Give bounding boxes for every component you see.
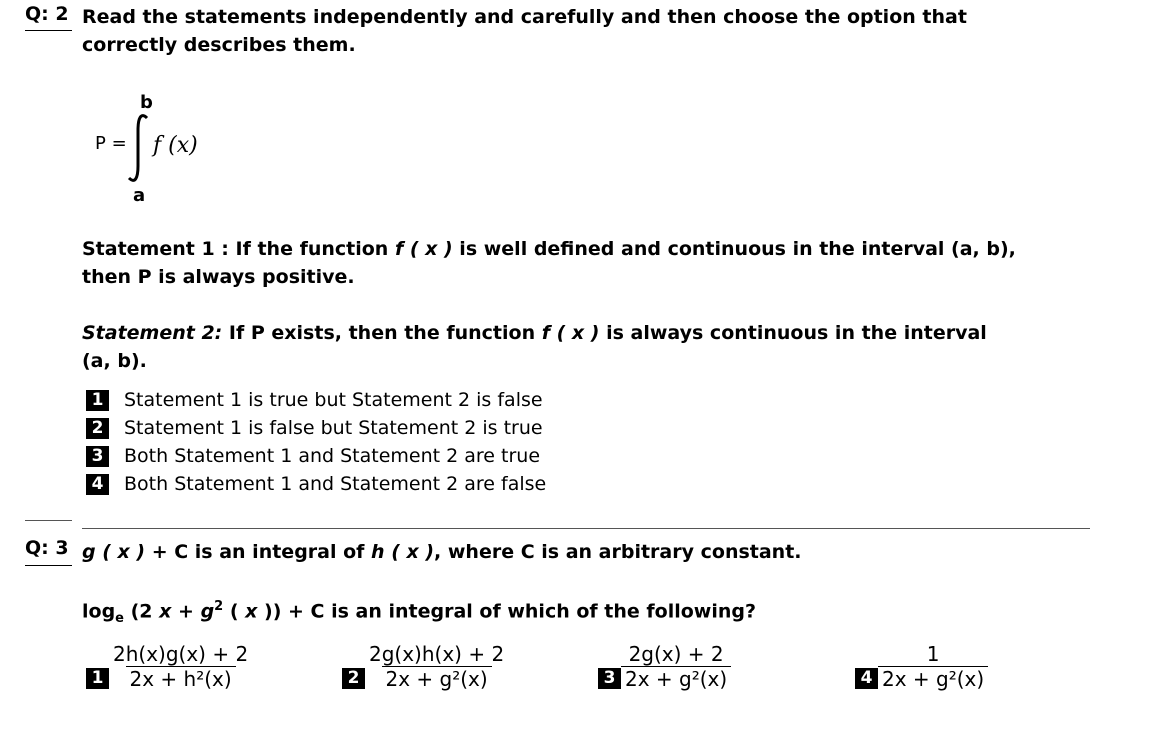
question-2-line1: Read the statements independently and carefully and then choose the option that xyxy=(82,6,967,28)
integral-lower-limit: a xyxy=(133,185,146,206)
statement-2: Statement 2: If P exists, then the function f ( x ) is always continuous in the interval (a, b). xyxy=(82,322,987,372)
q2-option-4[interactable] xyxy=(86,470,546,498)
option-number-badge: 3 xyxy=(86,446,109,467)
option-number-badge: 2 xyxy=(86,418,109,439)
option-text: Both Statement 1 and Statement 2 are false xyxy=(124,473,547,495)
option-text: Statement 1 is true but Statement 2 is false xyxy=(124,389,543,411)
question-3-subtext: $\log_e (2$ $x + g^2$ ( x )) + C is an integral of which of the following? xyxy=(82,599,757,627)
option-number-badge: 4 xyxy=(855,668,878,689)
q2-option-1[interactable] xyxy=(86,386,543,414)
option-number-badge: 4 xyxy=(86,474,109,495)
integral-upper-limit: b xyxy=(140,92,153,113)
q3-option-4[interactable] xyxy=(855,642,988,691)
question-2-line2: correctly describes them. xyxy=(82,34,356,56)
q2-option-2[interactable] xyxy=(86,414,543,442)
q3-option-2[interactable] xyxy=(342,642,508,691)
formula-lhs: P = xyxy=(95,133,127,154)
option-number-badge: 1 xyxy=(86,668,109,689)
question-number-underline xyxy=(25,565,72,566)
option-fraction: $\frac{2g(x) + 2}{\text{2x + g²(x)}}$ xyxy=(621,642,731,691)
question-number-2: Q: 2 xyxy=(25,3,69,25)
question-3-text: g ( x ) + C is an integral of h ( x ), where C is an arbitrary constant. xyxy=(82,541,802,563)
integrand: f (x) xyxy=(153,133,198,158)
question-number-3: Q: 3 xyxy=(25,537,69,559)
integral-sign-icon xyxy=(125,112,155,184)
question-separator-short xyxy=(25,520,72,521)
option-number-badge: 3 xyxy=(598,668,621,689)
option-fraction: $\frac{2h(x)g(x) + 2}{\text{2x + h²(x)}}$ xyxy=(113,642,249,691)
option-text: Both Statement 1 and Statement 2 are true xyxy=(124,445,541,467)
statement-1: Statement 1 : If the function f ( x ) is well defined and continuous in the interval (a, b), then P is always positive. xyxy=(82,238,1016,288)
option-number-badge: 2 xyxy=(342,668,365,689)
option-fraction: $\frac{1}{\text{2x + g²(x)}}$ xyxy=(878,642,988,691)
q3-option-3[interactable] xyxy=(598,642,731,691)
option-fraction: $\frac{2g(x)h(x) + 2}{\text{2x + g²(x)}}$ xyxy=(369,642,505,691)
question-2-text xyxy=(82,3,1102,59)
question-separator xyxy=(82,528,1090,529)
q2-option-3[interactable] xyxy=(86,442,540,470)
option-number-badge: 1 xyxy=(86,390,109,411)
q3-option-1[interactable] xyxy=(86,642,252,691)
option-text: Statement 1 is false but Statement 2 is true xyxy=(124,417,543,439)
question-number-underline xyxy=(25,30,72,31)
